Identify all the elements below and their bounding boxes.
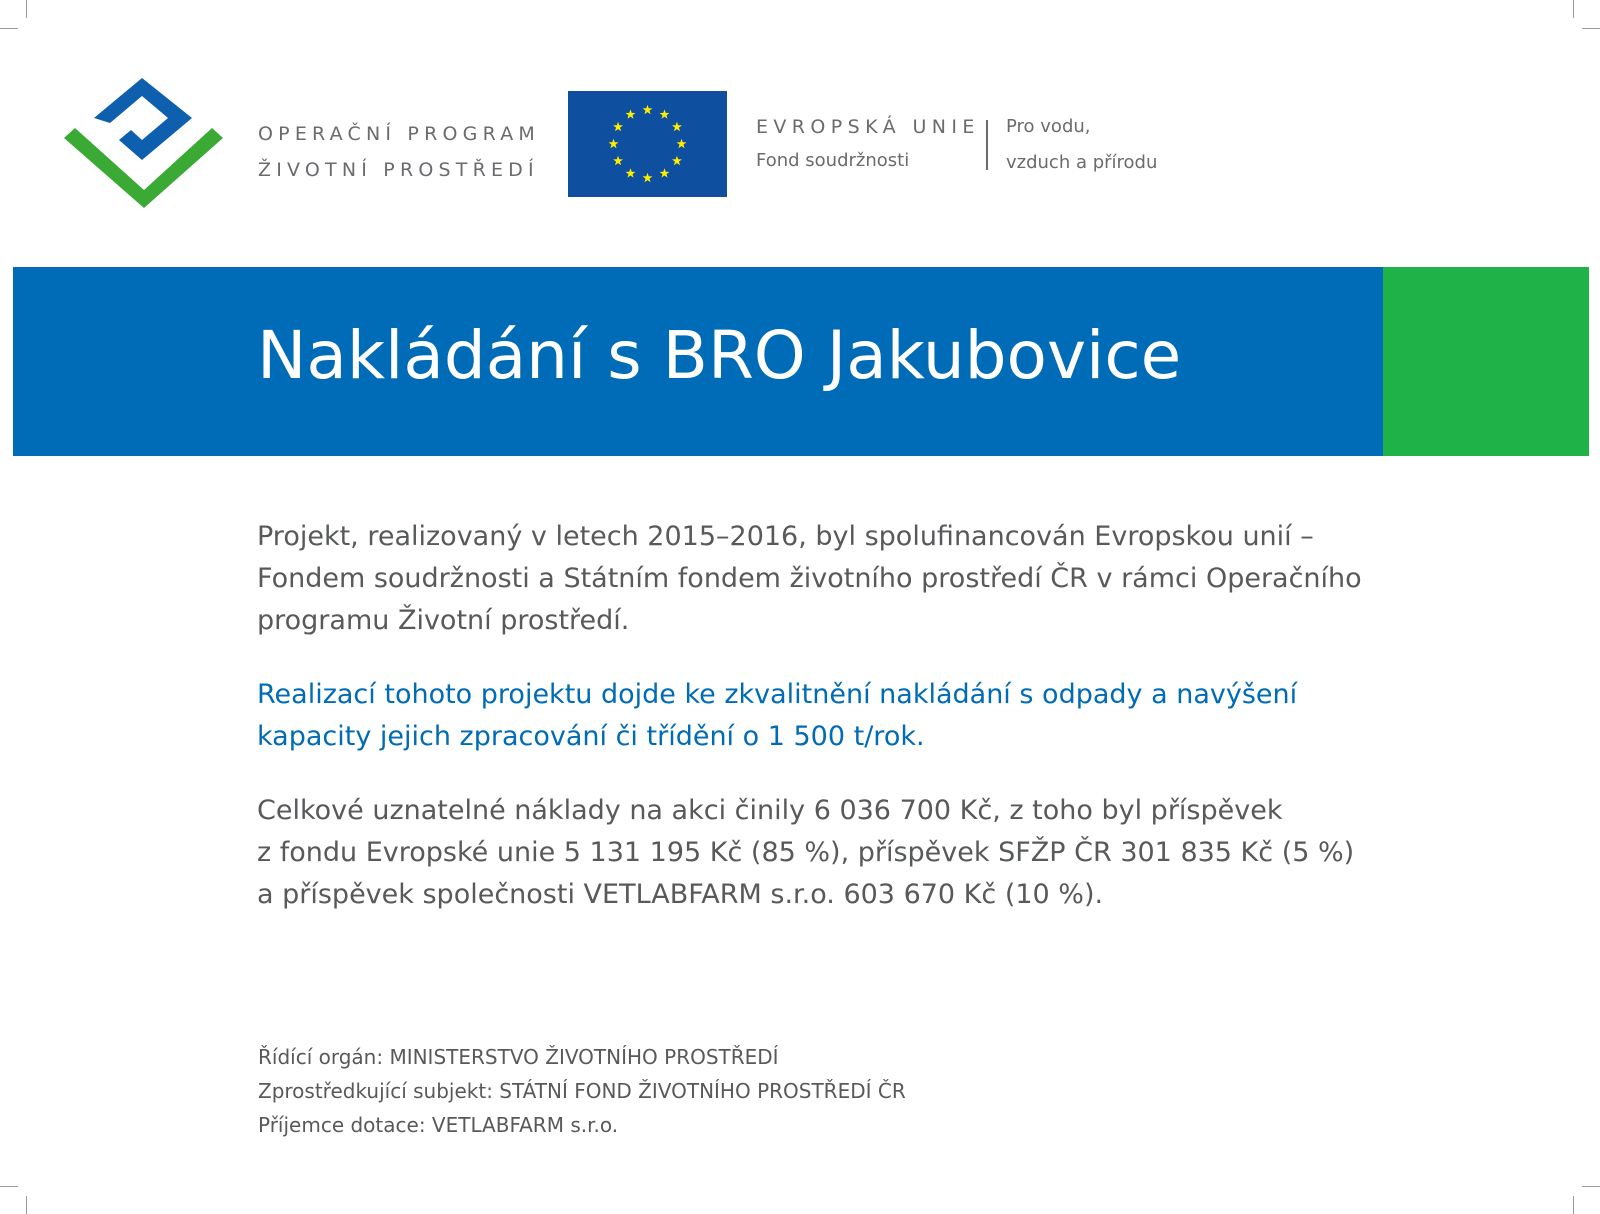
crop-mark [26, 1196, 27, 1214]
crop-mark [0, 28, 18, 29]
crop-mark [1573, 1196, 1574, 1214]
slogan-line2: vzduch a přírodu [1006, 152, 1158, 173]
opzp-logo-icon [62, 76, 228, 208]
slogan [1006, 116, 1157, 174]
paragraph-line: Realizací tohoto projektu dojde ke zkvalitnění nakládání s odpady a navýšení [257, 679, 1298, 710]
paragraph-line: kapacity jejich zpracování či třídění o 1 500 t/rok. [257, 721, 925, 752]
paragraph-line: programu Životní prostředí. [257, 605, 630, 636]
crop-mark [1573, 0, 1574, 18]
page-title: Nakládání s BRO Jakubovice [257, 317, 1182, 394]
crop-mark [26, 0, 27, 18]
slogan-line1: Pro vodu, [1006, 116, 1091, 137]
crop-mark [0, 1186, 18, 1187]
paragraph-line: a příspěvek společnosti VETLABFARM s.r.o. 603 670 Kč (10 %). [257, 879, 1104, 910]
paragraph-goal [257, 674, 1297, 758]
crop-mark [1582, 1186, 1600, 1187]
program-name-line1: OPERAČNÍ PROGRAM [258, 123, 540, 145]
eu-title: EVROPSKÁ UNIE [756, 116, 980, 138]
eu-flag-icon [568, 91, 727, 197]
header-divider [986, 120, 988, 170]
paragraph-line: Fondem soudržnosti a Státním fondem životního prostředí ČR v rámci Operačního [257, 563, 1362, 594]
intermediate-body: Zprostředkující subjekt: STÁTNÍ FOND ŽIVOTNÍHO PROSTŘEDÍ ČR [258, 1079, 906, 1103]
eu-block [756, 116, 980, 172]
footer-info [258, 1040, 906, 1142]
crop-mark [1582, 28, 1600, 29]
program-name-line2: ŽIVOTNÍ PROSTŘEDÍ [258, 159, 539, 181]
banner-green-block [1383, 267, 1589, 456]
program-name [258, 116, 540, 188]
managing-body: Řídící orgán: MINISTERSTVO ŽIVOTNÍHO PROSTŘEDÍ [258, 1045, 779, 1069]
paragraph-line: z fondu Evropské unie 5 131 195 Kč (85 %), příspěvek SFŽP ČR 301 835 Kč (5 %) [257, 837, 1355, 868]
recipient: Příjemce dotace: VETLABFARM s.r.o. [258, 1113, 619, 1137]
paragraph-costs [257, 790, 1354, 916]
paragraph-funding [257, 516, 1362, 642]
eu-fund: Fond soudržnosti [756, 150, 910, 171]
paragraph-line: Celkové uznatelné náklady na akci činily 6 036 700 Kč, z toho byl příspěvek [257, 795, 1283, 826]
paragraph-line: Projekt, realizovaný v letech 2015–2016, byl spolufinancován Evropskou unií – [257, 521, 1314, 552]
